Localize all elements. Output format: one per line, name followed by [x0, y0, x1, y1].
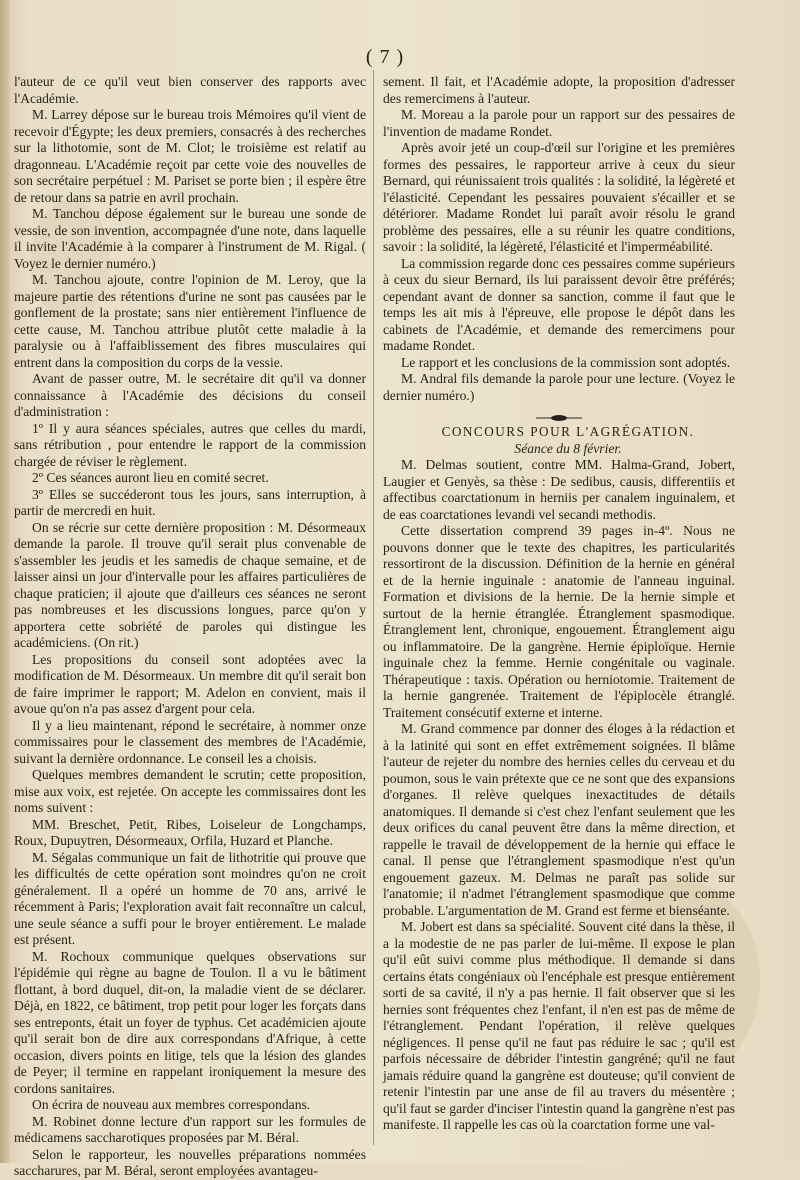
- paragraph: l'auteur de ce qu'il veut bien conserver des rapports avec l'Académie.: [14, 74, 366, 106]
- paragraph: 2º Ces séances auront lieu en comité secret.: [32, 470, 269, 485]
- paragraph: M. Tanchou dépose également sur le bureau une sonde de vessie, de son invention, accompagnée d'une note, dans laquelle il invite l'Académie à la comparer à l'instrument de M. Rigal. ( Voyez le dernier numéro.): [14, 206, 366, 271]
- paragraph: M. Andral fils demande la parole pour une lecture. (Voyez le dernier numéro.): [383, 371, 735, 403]
- paragraph: M. Larrey dépose sur le bureau trois Mémoires qu'il vient de recevoir d'Égypte; les deux premiers, consacrés à des recherches sur la lithotomie, sont de M. Clot; le troisième est relatif au dragonneau. L'Académie reçoit par cette voie des nouvelles de son secrétaire perpétuel : M. Pariset se porte bien ; il espère être de retour dans sa patrie en avril prochain.: [14, 107, 366, 205]
- paragraph: On écrira de nouveau aux membres correspondans.: [32, 1097, 311, 1112]
- section-ornament: [383, 410, 735, 420]
- paragraph: Selon le rapporteur, les nouvelles préparations nommées saccharures, par M. Béral, seront employées avantageu-: [14, 1146, 366, 1178]
- paragraph: MM. Breschet, Petit, Ribes, Loiseleur de Longchamps, Roux, Dupuytren, Désormeaux, Orfila, Huzard et Planche.: [14, 816, 366, 848]
- binding-fold: [0, 0, 10, 1163]
- paragraph: M. Grand commence par donner des éloges à la rédaction et à la latinité qui sont en effet extrêmement soignées. Il blâme l'auteur de rejeter du nombre des hernies celles du cerveau et du poumon, sous le vain prétexte que ce ne sont que des expansions d'organes. Il relève quelques inexactitudes de détails anatomiques. Il demande si c'est chez l'enfant seulement que les deux orifices du canal peuvent être dans la même direction, et rappelle le travail de développement de la hernie qui efface le canal. Il pense que l'étranglement spasmodique n'est qu'un engouement gazeux. M. Delmas ne paraît pas solide sur l'anatomie; il n'admet l'étranglement spasmodique que comme probable. L'argumentation de M. Grand est ferme et bienséante.: [383, 721, 735, 918]
- paragraph: M. Rochoux communique quelques observations sur l'épidémie qui règne au bagne de Toulon. Il a vu le bâtiment flottant, à bord duquel, dit-on, la maladie vient de se déclarer. Déjà, en 1822, ce bâtiment, trop petit pour loger les forçats dans ses entreponts, était un foyer de typhus. Cet académicien ajoute qu'il serait bon de dire aux correspondans d'Afrique, à cette occasion, divers points en litige, tels que la lésion des glandes de Peyer; il termine en rappelant ironiquement la mesure des cordons sanitaires.: [14, 948, 366, 1096]
- paragraph: Après avoir jeté un coup-d'œil sur l'origine et les premières formes des pessaires, le rapporteur arrive à ceux du sieur Bernard, qui réunissaient trois qualités : la solidité, la légèreté et l'élasticité. Cependant les pessaires pouvaient s'écailler et se détériorer. Madame Rondet lui paraît avoir résolu le grand problème des pessaires, elle a su réunir les quatre conditions, savoir : la solidité, la légèreté, l'élasticité et l'imperméabilité.: [383, 140, 735, 254]
- paragraph: M. Ségalas communique un fait de lithotritie qui prouve que les difficultés de cette opération sont moindres qu'on ne croit généralement. Il a opéré un homme de 70 ans, arrivé le récemment à Paris; l'exploration avait fait reconnaître un calcul, une seule séance a suffi pour le broyer entièrement. Le malade est présent.: [14, 849, 366, 947]
- right-column-top: [383, 74, 735, 404]
- paragraph: Avant de passer outre, M. le secrétaire dit qu'il va donner connaissance à l'Académie des décisions du conseil d'administration :: [14, 371, 366, 419]
- paragraph: Cette dissertation comprend 39 pages in-4º. Nous ne pouvons donner que le texte des chapitres, les particularités ressortiront de la discussion. Définition de la hernie en général et de la hernie inguinale : anatomie de l'anneau inguinal. Formation et divisions de la hernie. De la hernie simple et surtout de la hernie étranglée. Étranglement spasmodique. Étranglement lent, chronique, engouement. Étranglement aigu ou inflammatoire. De la gangrène. Hernie épiploïque. Hernie inguinale chez la femme. Hernie congénitale ou vaginale. Thérapeutique : taxis. Opération ou herniotomie. Traitement de la hernie gangrenée. Traitement de l'épiplocèle étranglé. Traitement consécutif externe et interne.: [383, 523, 735, 720]
- session-date: Séance du 8 février.: [514, 440, 622, 456]
- right-column-bottom: [383, 457, 735, 1134]
- right-column: [383, 74, 735, 1134]
- section-title: CONCOURS POUR L'AGRÉGATION.: [441, 424, 695, 439]
- paragraph: M. Delmas soutient, contre MM. Halma-Grand, Jobert, Laugier et Genyès, sa thèse : De sedibus, causis, differentiis et affectibus coarctationum in herniis per canalem inguinalem, et de eas coarctationes levandi vel secandi methodis.: [383, 457, 735, 522]
- paragraph: Le rapport et les conclusions de la commission sont adoptés.: [401, 354, 731, 370]
- paragraph: M. Moreau a la parole pour un rapport sur des pessaires de l'invention de madame Rondet.: [383, 107, 735, 139]
- paragraph: M. Robinet donne lecture d'un rapport sur les formules de médicamens saccharotiques proposées par M. Béral.: [14, 1113, 366, 1145]
- paragraph: La commission regarde donc ces pessaires comme supérieurs à ceux du sieur Bernard, ils lui paraissent devoir être préférés; cependant avant de donner sa sanction, comme il faut que le temps les ait mis à l'épreuve, elle propose le dépôt dans les cabinets de l'Académie, et demande des remercimens pour madame Rondet.: [383, 255, 735, 353]
- paragraph: M. Tanchou ajoute, contre l'opinion de M. Leroy, que la majeure partie des rétentions d'urine ne sont pas causées par le gonflement de la prostate; sans nier entièrement l'influence de cette cause, M. Tanchou attribue plutôt cette maladie à la paralysie ou à l'affaiblissement des fibres musculaires qui entrent dans la composition du corps de la vessie.: [14, 272, 366, 370]
- ornament-rule-icon: [536, 414, 582, 422]
- paragraph: Quelques membres demandent le scrutin; cette proposition, mise aux voix, est rejetée. On accepte les commissaires dont les noms suivent :: [14, 767, 366, 815]
- paragraph: sement. Il fait, et l'Académie adopte, la proposition d'adresser des remercimens à l'auteur.: [383, 74, 735, 106]
- page-number: ( 7 ): [365, 46, 405, 68]
- paragraph: Les propositions du conseil sont adoptées avec la modification de M. Désormeaux. Un membre dit qu'il serait bon de faire imprimer le rapport; M. Adelon en convient, mais il avoue qu'on n'a pas assez d'argent pour cela.: [14, 651, 366, 716]
- paragraph: Il y a lieu maintenant, répond le secrétaire, à nommer onze commissaires pour le classement des membres de l'Académie, suivant la dernière ordonnance. Le conseil les a choisis.: [14, 717, 366, 766]
- left-column: [14, 74, 366, 1180]
- paragraph: M. Jobert est dans sa spécialité. Souvent cité dans la thèse, il a la modestie de ne pas parler de lui-même. Il expose le plan qu'il eût suivi comme plus méthodique. Il demande si dans certains états congéniaux où l'encéphale est presque entièrement sorti de sa cavité, il n'y a pas hernie. Il fait observer que si les hernies sont fréquentes chez l'enfant, il n'en est pas de même de l'étranglement. Pendant l'opération, il relève quelques négligences. Il pense qu'il ne faut pas réduire le sac ; qu'il est parfois nécessaire de débrider l'intestin gangréné; qu'il ne faut jamais réduire quand la gangrène est douteuse; qu'il convient de retenir l'intestin par une anse de fil au travers du mésentère ; qu'il faut se garder d'inciser l'intestin quand la gangrène n'est pas manifeste. Il rappelle les cas où la coarctation forme une val-: [383, 919, 735, 1132]
- paragraph: 1º Il y aura séances spéciales, autres que celles du mardi, sans rétribution , pour entendre le rapport de la commission chargée de réviser le règlement.: [14, 420, 366, 469]
- paragraph: 3º Elles se succéderont tous les jours, sans interruption, à partir de mercredi en huit.: [14, 486, 366, 518]
- column-divider: [373, 70, 374, 1145]
- paragraph: On se récrie sur cette dernière proposition : M. Désormeaux demande la parole. Il trouve qu'il serait plus convenable de s'assembler les jeudis et les samedis de chaque semaine, et de laisser ainsi un jour d'intervalle pour les affaires particulières de chaque praticien; il ajoute que d'ailleurs ces séances ne seront pas nombreuses et les discussions longues, parce qu'on y apportera cette sobriété de paroles qui distingue les académiciens. (On rit.): [14, 519, 366, 650]
